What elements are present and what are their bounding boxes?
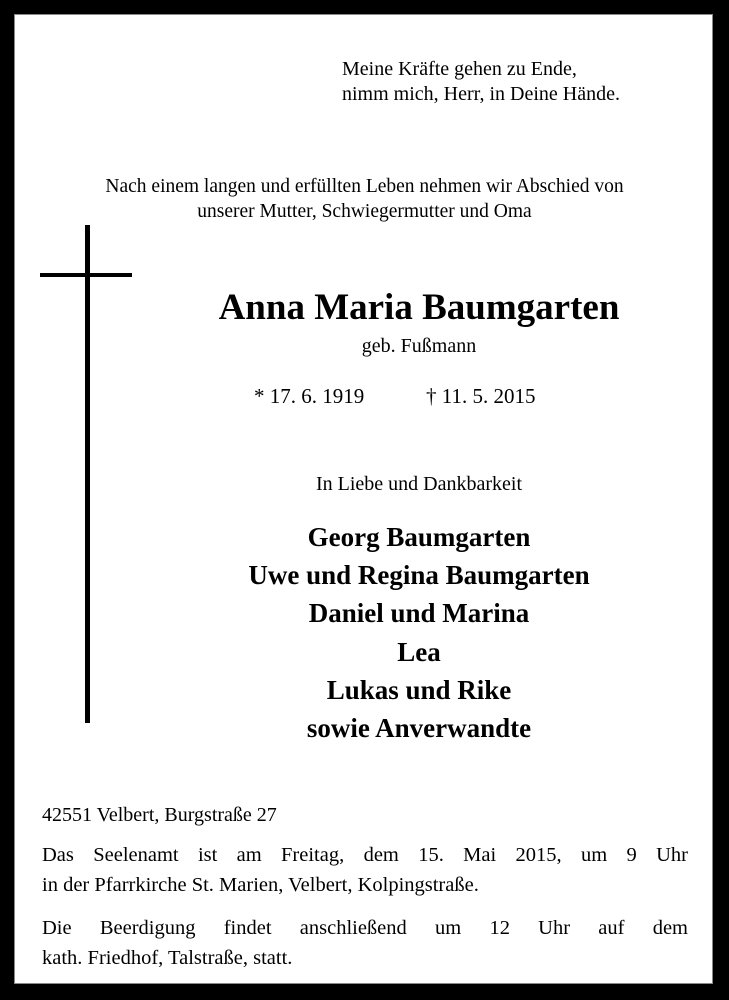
burial-line: Die Beerdigung findet anschließend um 12 Uhr auf dem: [42, 917, 688, 939]
intro-text: [15, 174, 714, 224]
mourner: Georg Baumgarten: [307, 522, 531, 552]
quote-line: Meine Kräfte gehen zu Ende,: [342, 58, 577, 80]
intro-line: unserer Mutter, Schwiegermutter und Oma: [197, 201, 532, 222]
requiem-line: in der Pfarrkirche St. Marien, Velbert, Kolpingstraße.: [42, 874, 479, 896]
mourner: sowie Anverwandte: [306, 713, 532, 744]
mourner: Lukas und Rike: [326, 674, 512, 705]
mourner: Daniel und Marina: [308, 598, 530, 629]
burial-info: [42, 913, 688, 973]
birth-date: * 17. 6. 1919: [254, 384, 365, 408]
burial-line: kath. Friedhof, Talstraße, statt.: [42, 947, 293, 969]
death-date: † 11. 5. 2015: [426, 384, 536, 408]
obituary-notice: [14, 14, 713, 984]
mourners-list: [165, 518, 673, 747]
love-line: In Liebe und Dankbarkeit: [315, 473, 523, 495]
cross-horizontal-bar: [40, 273, 132, 277]
mourner: Uwe und Regina Baumgarten: [248, 560, 590, 591]
bible-quote: [342, 57, 620, 107]
requiem-line: Das Seelenamt ist am Freitag, dem 15. Mai 2015, um 9 Uhr: [42, 844, 688, 866]
deceased-name: Anna Maria Baumgarten: [218, 287, 620, 328]
cross-vertical-bar: [85, 225, 90, 723]
address: 42551 Velbert, Burgstraße 27: [42, 804, 277, 826]
mourner: Lea: [397, 636, 441, 667]
requiem-info: [42, 840, 688, 900]
maiden-name: geb. Fußmann: [361, 335, 477, 357]
intro-line: Nach einem langen und erfüllten Leben nehmen wir Abschied von: [105, 176, 624, 197]
quote-line: nimm mich, Herr, in Deine Hände.: [342, 83, 621, 105]
